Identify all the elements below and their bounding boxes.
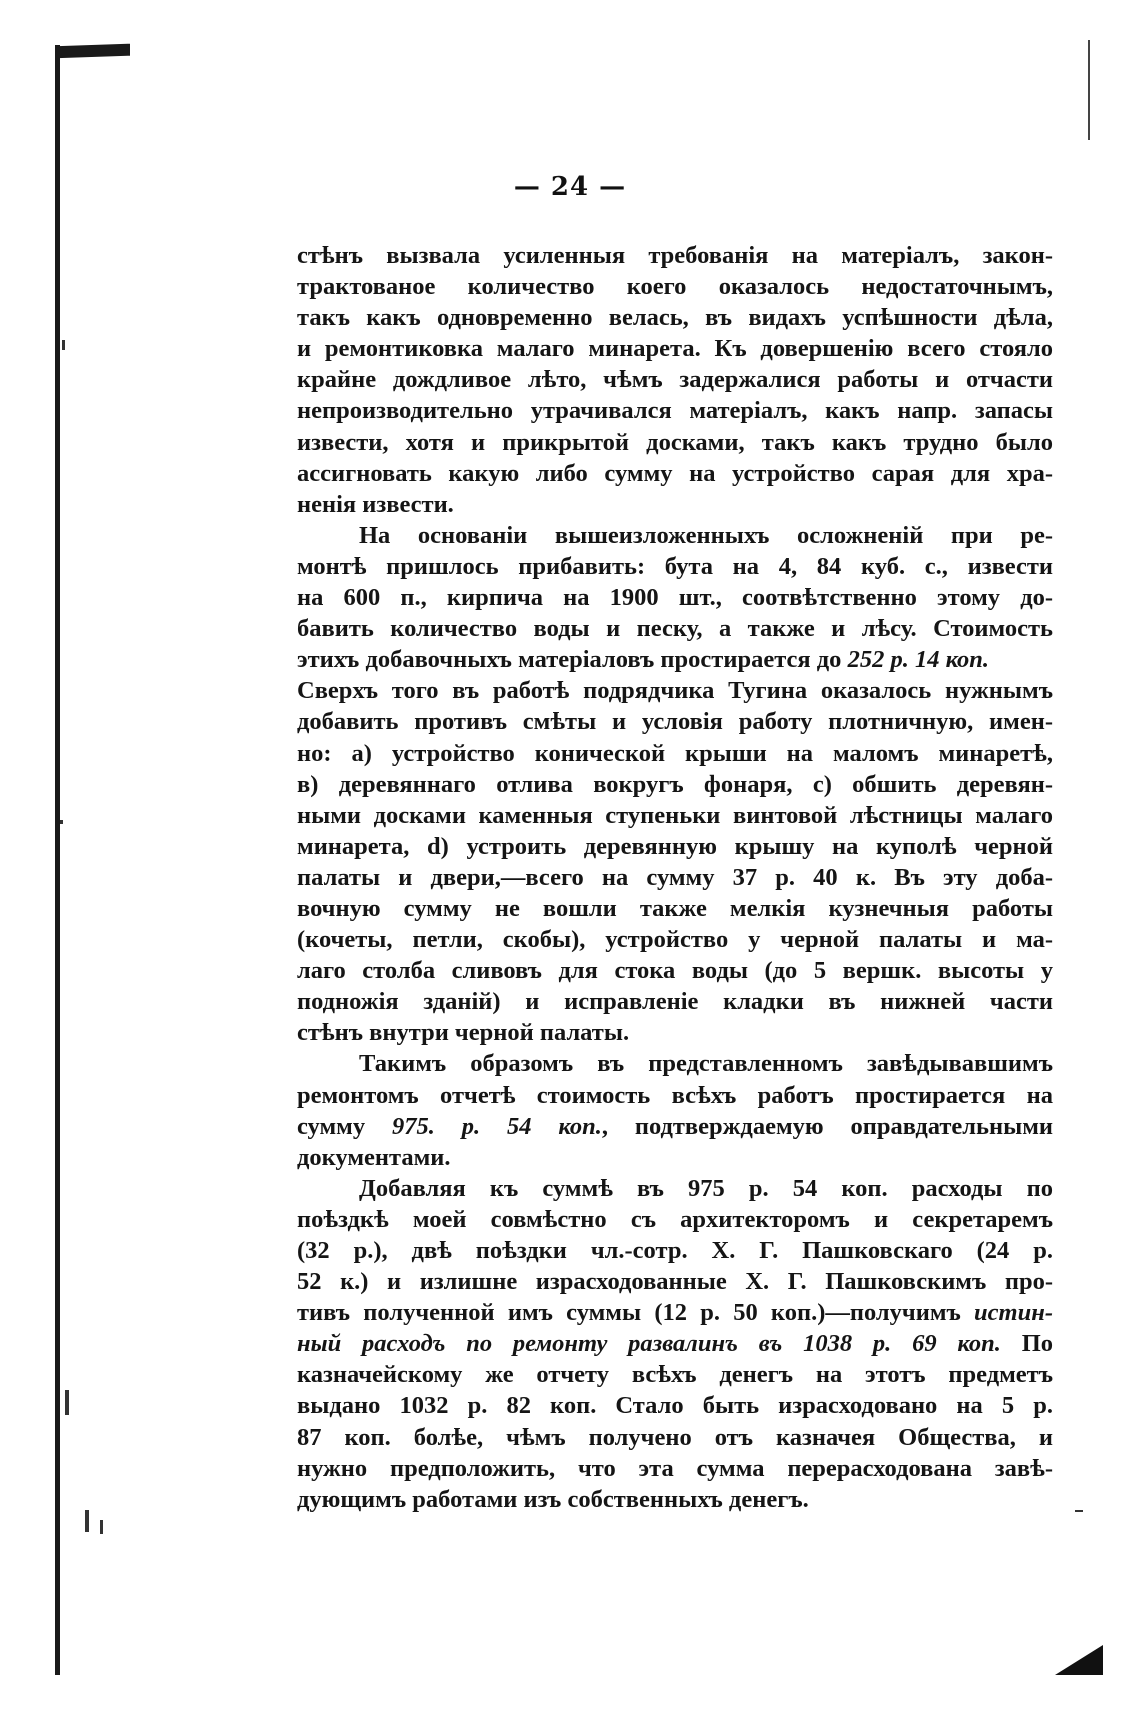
text-line <box>297 1111 1053 1142</box>
scan-speck <box>85 1510 89 1532</box>
scan-speck <box>60 820 63 824</box>
italic-phrase: ный расходъ по ремонту развалинъ въ 1038 р. 69 коп. <box>297 1330 1001 1358</box>
text-line: поѣздкѣ моей совмѣстно съ архитекторомъ и секретаремъ <box>297 1205 1053 1233</box>
text-line: в) деревяннаго отлива вокругъ фонаря, с) обшить деревян- <box>297 770 1053 798</box>
text-line: бавить количество воды и песку, а также и лѣсу. Стоимость <box>297 615 1053 643</box>
text-line <box>297 644 1053 675</box>
text-line: Такимъ образомъ въ представленномъ завѣдывавшимъ <box>359 1050 1053 1078</box>
text-segment: этихъ добавочныхъ матеріаловъ простирается до <box>297 646 842 674</box>
text-line: палаты и двери,—всего на сумму 37 р. 40 к. Въ эту доба- <box>297 863 1053 891</box>
text-line: На основаніи вышеизложенныхъ осложненій при ре- <box>359 521 1053 549</box>
text-line: лаго столба сливовъ для стока воды (до 5 вершк. высоты у <box>297 957 1053 985</box>
text-line: такъ какъ одновременно велась, въ видахъ успѣшности дѣла, <box>297 304 1053 332</box>
text-line: ненія извести. <box>297 490 454 518</box>
text-segment: , подтверждаемую оправдательными <box>601 1112 1054 1140</box>
text-line: дующимъ работами изъ собственныхъ денегъ. <box>297 1485 809 1513</box>
text-line: крайне дождливое лѣто, чѣмъ задержалися работы и отчасти <box>297 366 1053 394</box>
scan-edge-right <box>1088 40 1090 140</box>
text-line: ремонтомъ отчетѣ стоимость всѣхъ работъ простирается на <box>297 1081 1053 1109</box>
text-line <box>297 1297 1053 1328</box>
text-line: Сверхъ того въ работѣ подрядчика Тугина оказалось нужнымъ <box>297 677 1053 705</box>
paragraph-2 <box>297 520 1053 1049</box>
text-line: трактованое количество коего оказалось недостаточнымъ, <box>297 273 1053 301</box>
text-line: (32 р.), двѣ поѣздки чл.-сотр. Х. Г. Пашковскаго (24 р. <box>297 1237 1053 1264</box>
text-line: минарета, d) устроить деревянную крышу на куполѣ черной <box>297 832 1053 860</box>
italic-amount: 252 р. 14 коп. <box>847 646 990 674</box>
text-line: нужно предположить, что эта сумма перерасходована завѣ- <box>297 1454 1053 1482</box>
text-line: стѣнъ внутри черной палаты. <box>297 1019 630 1047</box>
paragraph-1 <box>297 240 1053 520</box>
text-line: монтѣ пришлось прибавить: бута на 4, 84 куб. с., извести <box>297 552 1053 580</box>
text-line: Добавляя къ суммѣ въ 975 р. 54 коп. расходы по <box>359 1174 1053 1202</box>
text-line: казначейскому же отчету всѣхъ денегъ на этотъ предметъ <box>297 1361 1053 1389</box>
text-line: (кочеты, петли, скобы), устройство у черной палаты и ма- <box>297 926 1053 954</box>
text-segment: тивъ полученной имъ суммы (12 р. 50 коп.)—получимъ <box>297 1299 961 1327</box>
text-line: добавить противъ смѣты и условія работу плотничную, имен- <box>297 708 1053 736</box>
scan-speck <box>1075 1510 1083 1512</box>
page-corner-mark <box>1055 1645 1103 1675</box>
scan-edge-corner <box>55 44 130 59</box>
paragraph-3 <box>297 1048 1053 1172</box>
scan-speck <box>62 340 65 350</box>
scan-edge-left <box>55 45 60 1675</box>
page-number: — 24 — <box>513 172 627 202</box>
paragraph-4 <box>297 1173 1053 1515</box>
text-line: ассигновать какую либо сумму на устройство сарая для хра- <box>297 459 1053 487</box>
text-line: документами. <box>297 1143 451 1171</box>
text-line: стѣнъ вызвала усиленныя требованія на матеріалъ, закон- <box>297 242 1053 269</box>
scan-speck <box>100 1520 103 1534</box>
document-body <box>297 240 1053 1515</box>
text-line: 52 к.) и излишне израсходованные Х. Г. Пашковскимъ про- <box>297 1268 1053 1296</box>
text-line <box>297 1328 1053 1359</box>
text-line: 87 коп. болѣе, чѣмъ получено отъ казначея Общества, и <box>297 1423 1053 1451</box>
text-segment: сумму <box>297 1112 366 1140</box>
text-line: ными досками каменныя ступеньки винтовой лѣстницы малаго <box>297 801 1053 829</box>
text-line: выдано 1032 р. 82 коп. Стало быть израсходовано на 5 р. <box>297 1392 1053 1420</box>
text-segment: По <box>1021 1330 1053 1358</box>
text-line: и ремонтиковка малаго минарета. Къ довершенію всего стояло <box>297 335 1053 363</box>
text-line: но: а) устройство конической крыши на маломъ минаретѣ, <box>297 739 1053 767</box>
text-line: непроизводительно утрачивался матеріалъ, какъ напр. запасы <box>297 397 1053 425</box>
italic-phrase: истин- <box>974 1299 1053 1327</box>
italic-amount: 975. р. 54 коп. <box>391 1112 602 1140</box>
text-line: подножія зданій) и исправленіе кладки въ нижней части <box>297 988 1053 1016</box>
text-line: на 600 п., кирпича на 1900 шт., соотвѣтственно этому до- <box>297 584 1053 612</box>
scan-speck <box>65 1390 69 1415</box>
text-line: извести, хотя и прикрытой досками, такъ какъ трудно было <box>297 428 1053 456</box>
text-line: вочную сумму не вошли также мелкія кузнечныя работы <box>297 894 1053 922</box>
